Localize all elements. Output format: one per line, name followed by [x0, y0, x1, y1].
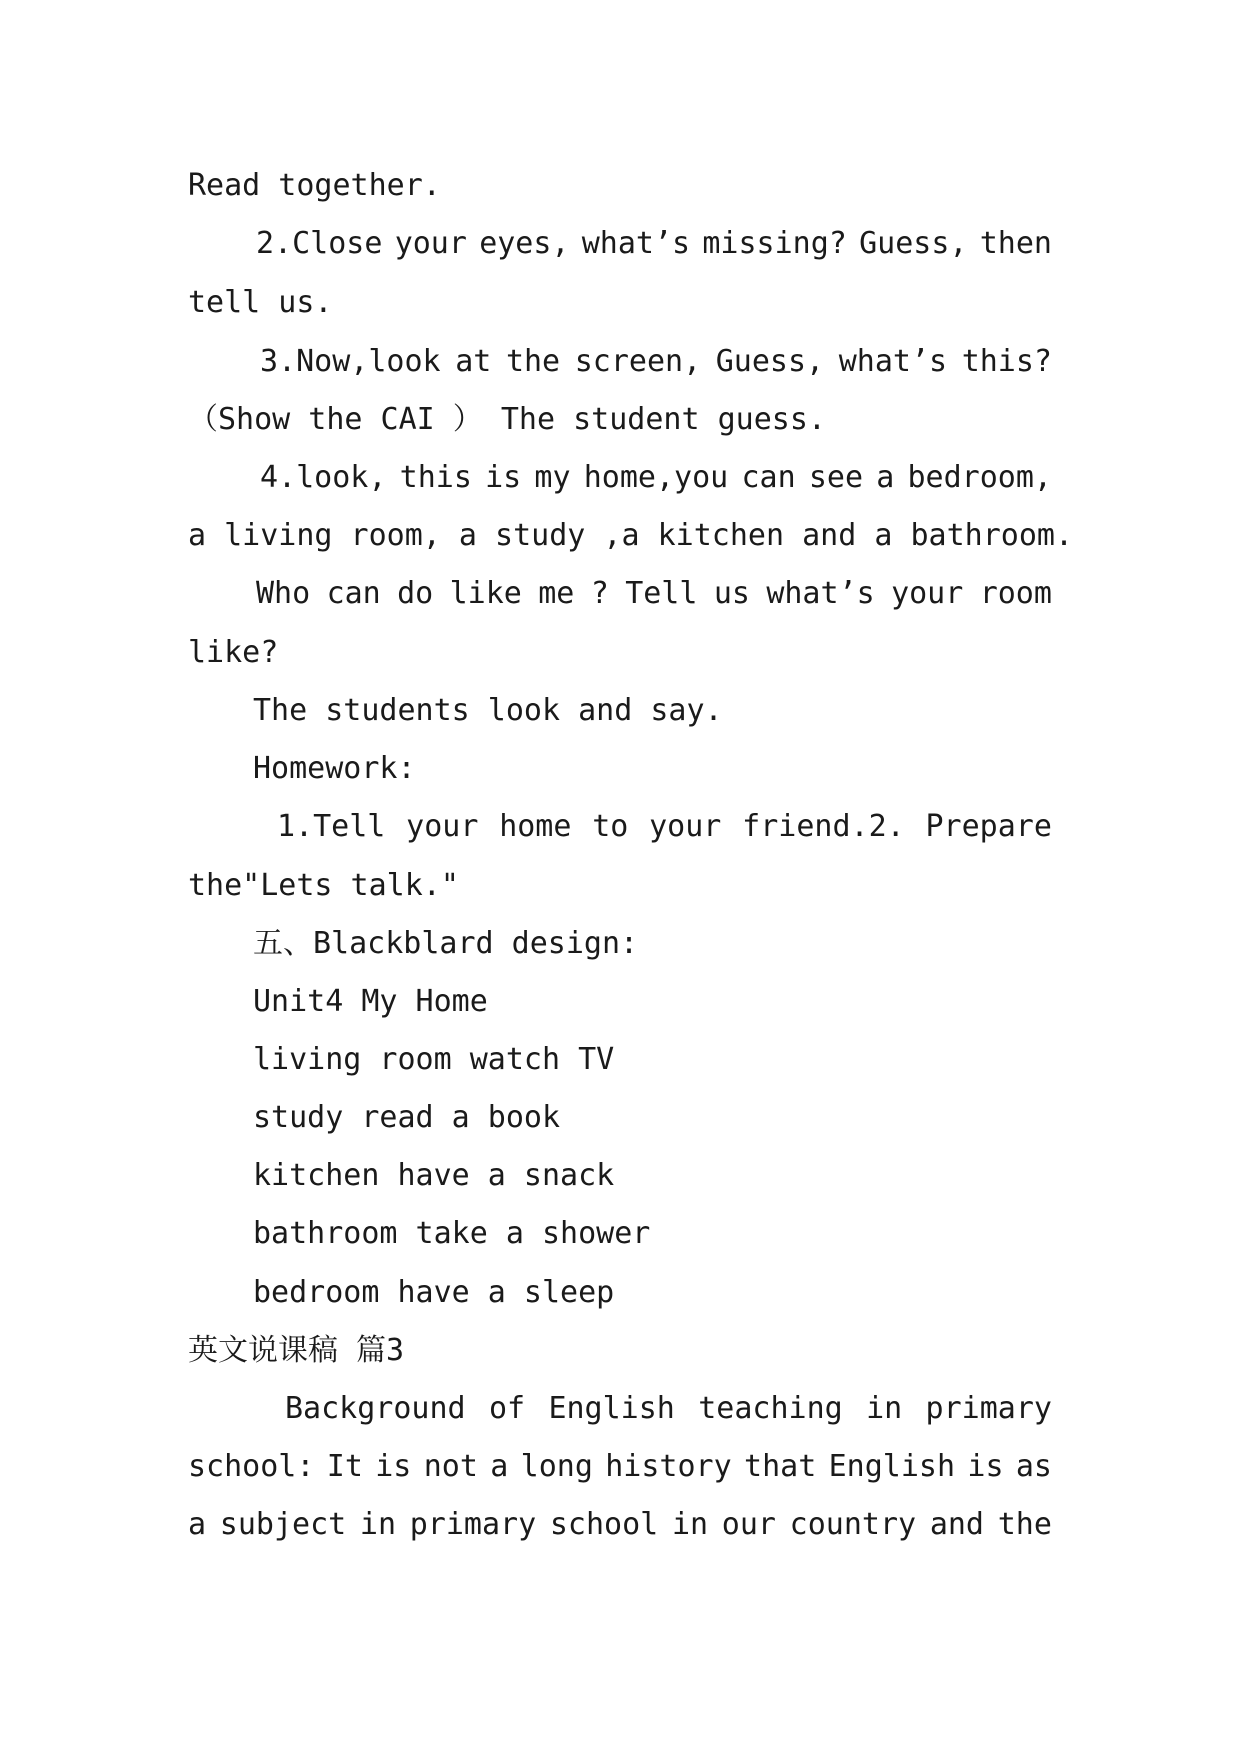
word: in — [359, 1507, 397, 1542]
word: see — [808, 460, 864, 495]
word: my — [534, 460, 571, 495]
word: 2.Close — [256, 226, 383, 261]
word: like — [449, 576, 522, 611]
word: the — [505, 344, 561, 379]
article-heading: 英文说课稿 篇3 — [188, 1333, 405, 1368]
word: your — [649, 809, 722, 844]
word: primary — [925, 1391, 1052, 1426]
text-line: Read together. — [188, 168, 441, 203]
text-line: a living room, a study ,a kitchen and a bathroom. — [188, 518, 1074, 553]
word: Guess, — [715, 344, 825, 379]
text-line — [260, 342, 1052, 382]
word: 1.Tell — [277, 809, 386, 844]
word: what’s — [581, 226, 691, 261]
word: Who — [256, 576, 311, 611]
word: home — [499, 809, 572, 844]
word: subject — [219, 1507, 347, 1542]
word: what’s — [766, 576, 875, 611]
word: me — [538, 576, 575, 611]
word: then — [979, 226, 1052, 261]
word: screen, — [574, 344, 702, 379]
text-line — [188, 1447, 1052, 1487]
text-line: bedroom have a sleep — [253, 1275, 615, 1310]
text-line: （Show the CAI ） The student guess. — [188, 402, 826, 437]
section-heading: 五、Blackblard design: — [253, 926, 639, 961]
text-line: bathroom take a shower — [253, 1216, 651, 1251]
word: as — [1015, 1449, 1052, 1484]
homework-heading: Homework: — [253, 751, 416, 786]
word: our — [721, 1507, 776, 1542]
word: at — [455, 344, 492, 379]
word: to — [592, 809, 629, 844]
text-line: tell us. — [188, 285, 333, 320]
word: do — [397, 576, 434, 611]
word: missing? — [702, 226, 847, 261]
word: a — [188, 1507, 207, 1542]
word: can — [741, 460, 796, 495]
word: home,you — [583, 460, 729, 495]
word: school: — [188, 1449, 315, 1484]
text-line: Unit4 My Home — [253, 984, 488, 1019]
text-line — [256, 224, 1052, 264]
word: bedroom, — [907, 460, 1052, 495]
text-line — [285, 1389, 1052, 1429]
word: a — [876, 460, 895, 495]
word: country — [789, 1507, 917, 1542]
word: in — [866, 1391, 903, 1426]
word: Prepare — [925, 809, 1052, 844]
text-line: The students look and say. — [253, 693, 723, 728]
word: Background — [285, 1391, 466, 1426]
word: 4.look, — [260, 460, 387, 495]
word: English — [548, 1391, 675, 1426]
word: 3.Now,look — [260, 344, 441, 379]
word: your — [891, 576, 964, 611]
text-line: living room watch TV — [253, 1042, 615, 1077]
word: eyes, — [479, 226, 570, 261]
text-line — [256, 574, 1052, 614]
word: the — [997, 1507, 1052, 1542]
word: It — [326, 1449, 363, 1484]
text-line: like? — [188, 635, 279, 670]
word: history — [605, 1449, 732, 1484]
word: your — [406, 809, 479, 844]
word: of — [488, 1391, 526, 1426]
word: room — [979, 576, 1052, 611]
word: school — [549, 1507, 659, 1542]
text-line — [188, 1505, 1052, 1545]
text-line: kitchen have a snack — [253, 1158, 615, 1193]
word: what’s — [838, 344, 948, 379]
text-line — [277, 807, 1052, 847]
word: is — [967, 1449, 1004, 1484]
word: English — [828, 1449, 956, 1484]
text-line — [260, 458, 1052, 498]
text-line: the"Lets talk." — [188, 868, 459, 903]
word: that — [744, 1449, 817, 1484]
word: not — [423, 1449, 478, 1484]
word: is — [485, 460, 522, 495]
word: is — [375, 1449, 412, 1484]
word: friend.2. — [742, 809, 905, 844]
word: Guess, — [859, 226, 968, 261]
word: Tell — [625, 576, 698, 611]
word: this — [399, 460, 472, 495]
text-line: study read a book — [253, 1100, 561, 1135]
word: in — [671, 1507, 709, 1542]
word: ? — [590, 576, 609, 611]
word: this? — [961, 344, 1052, 379]
word: a — [490, 1449, 509, 1484]
word: can — [326, 576, 381, 611]
word: your — [394, 226, 467, 261]
word: primary — [409, 1507, 537, 1542]
word: us — [713, 576, 750, 611]
word: and — [929, 1507, 984, 1542]
word: teaching — [698, 1391, 843, 1426]
word: long — [520, 1449, 593, 1484]
